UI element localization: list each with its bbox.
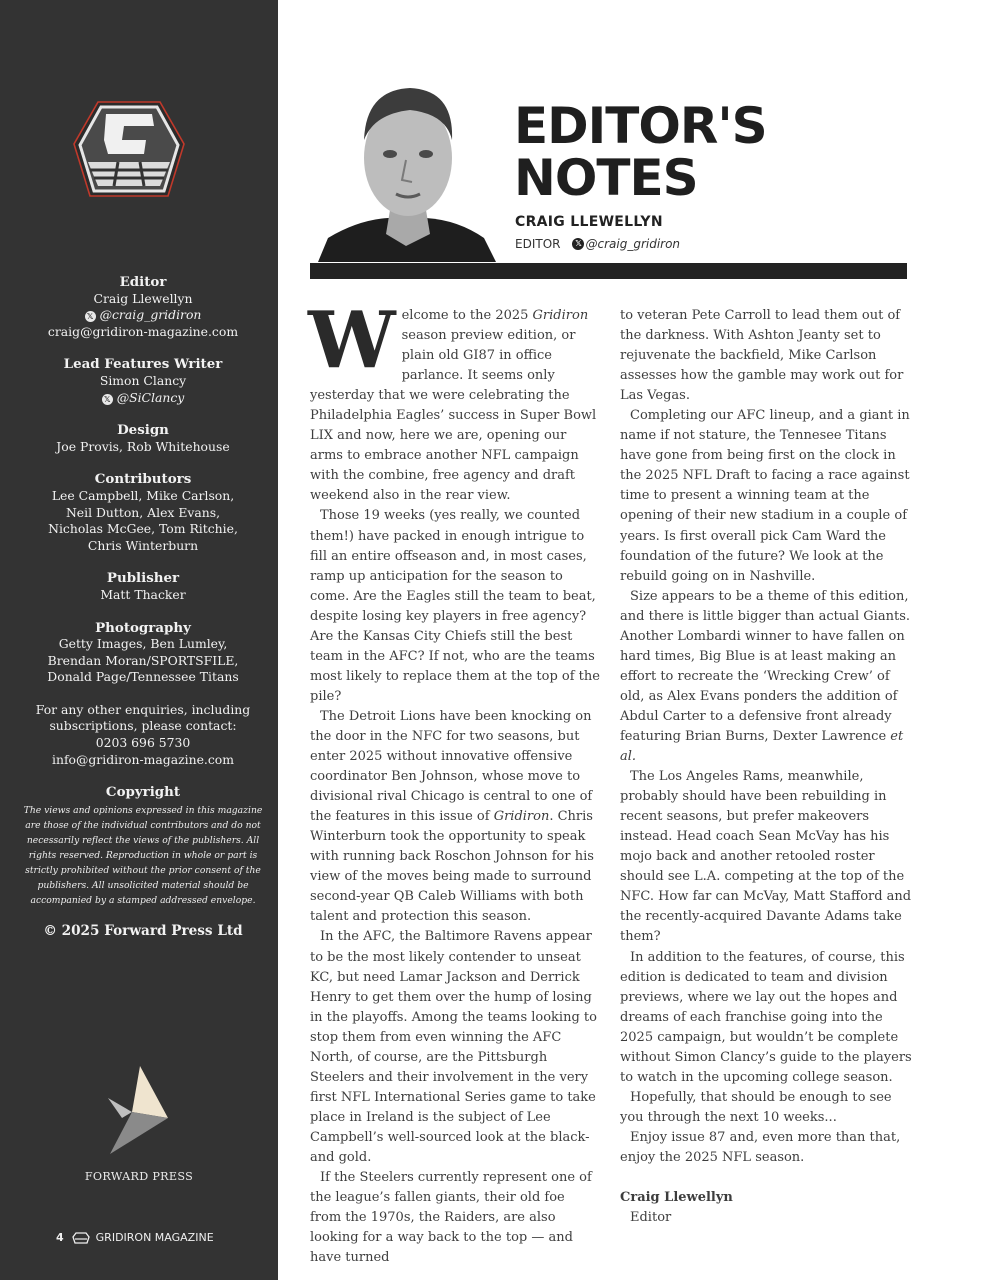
author-handle: @craig_gridiron [585, 237, 681, 251]
credit-name: Brendan Moran/SPORTSFILE, [47, 652, 239, 668]
credit-handle [14, 390, 272, 407]
credit-name: Getty Images, Ben Lumley, [58, 636, 228, 652]
copyright-line: © 2025 Forward Press Ltd [43, 922, 243, 939]
italic-text: et al. [620, 728, 904, 765]
editor-portrait [318, 70, 496, 262]
credit-handle [14, 307, 272, 324]
text-run: The Los Angeles Rams, meanwhile, probably should have been rebuilding in recent seasons, but prefer makeovers instead. Head coach Sean McVay has his mojo back and another retooled roster should see L.A. competing at the top of the NFC. How far can McVay, Matt Stafford and the recently-acquired Davante Adams take them? [620, 769, 912, 945]
magazine-name: GRIDIRON MAGAZINE [95, 1231, 214, 1244]
credit-email: craig@gridiron-magazine.com [47, 323, 239, 339]
enquiries [14, 702, 272, 768]
copyright-text: The views and opinions expressed in this magazine are those of the individual contributors and do not necessarily reflect the views of the publishers. All rights reserved. Reproduction in whole or part is strictly prohibited without the prior consent of the publishers. All unsolicited material should be accompanied by a stamped addressed envelope. [23, 804, 263, 907]
article-paragraph [310, 927, 600, 1168]
credit-editor [14, 274, 272, 340]
credits-block [14, 274, 272, 955]
text-run: If the Steelers currently represent one of the league’s fallen giants, their old foe from the 1970s, the Raiders, are also looking for a way back to the top — and have turned [310, 1170, 592, 1266]
text-run: elcome to the 2025 [401, 308, 533, 323]
credit-name: Simon Clancy [99, 372, 187, 388]
credit-name: Donald Page/Tennessee Titans [47, 669, 239, 685]
sidebar [0, 0, 278, 1280]
article-paragraph [620, 587, 912, 767]
enquiries-line: For any other enquiries, including [35, 701, 251, 717]
text-run: In addition to the features, of course, this edition is dedicated to team and division previews, where we lay out the hopes and dreams of each franchise going into the 2025 campaign, but wouldn’t be complete without Simon Clancy’s guide to the players to watch in the upcoming college season. [620, 949, 912, 1085]
text-run: Those 19 weeks (yes really, we counted them!) have packed in enough intrigue to fill an entire offseason and, in most cases, ramp up anticipation for the season to come. Are the Eagles still the team to beat, despite losing key players in free agency? Are the Kansas City Chiefs still the best team in the AFC? If not, who are the teams most likely to replace them at the top of the pile? [310, 508, 600, 704]
credit-name: Chris Winterburn [87, 537, 199, 553]
credit-heading: Design [117, 422, 169, 439]
article-paragraph [620, 948, 912, 1088]
enquiries-phone: 0203 696 5730 [95, 735, 191, 751]
credit-heading: Photography [95, 619, 191, 636]
italic-text: Gridiron [493, 809, 550, 825]
credit-heading: Publisher [106, 570, 180, 587]
credit-name: Joe Provis, Rob Whitehouse [56, 438, 230, 454]
article-paragraph [308, 295, 600, 506]
gridiron-helmet-logo [68, 92, 190, 214]
x-logo-icon: 𝕏 [85, 311, 96, 322]
page-title [514, 97, 767, 207]
article-paragraph [620, 1088, 912, 1128]
signature-name: Craig Llewellyn [620, 1190, 733, 1206]
credit-heading: Editor [119, 274, 167, 290]
article-paragraph [620, 767, 912, 947]
article-paragraph [310, 707, 600, 928]
author-role [515, 237, 680, 251]
credit-lead-writer [14, 356, 272, 406]
page-number: 4 [56, 1231, 64, 1244]
article-paragraph [310, 506, 600, 706]
gridiron-mini-logo-icon [72, 1232, 90, 1244]
text-run: The Detroit Lions have been knocking on the door in the NFC for two seasons, but enter 2025 without innovative offensive coordinator Ben Johnson, whose move to divisional rival Chicago is central to one of the features in this issue of [310, 708, 593, 825]
text-run: Size appears to be a theme of this edition, and there is little bigger than actual Giants. Another Lombardi winner to have fallen on hard times, Big Blue is at least making an effort to recreate the ‘Wrecking Crew’ of old, as Alex Evans ponders the addition of Abdul Carter to a defensive front already featuring Brian Burns, Dexter Lawrence [620, 588, 910, 744]
author-name: CRAIG LLEWELLYN [515, 214, 663, 230]
forward-press-logo [102, 1060, 176, 1160]
x-logo-icon: 𝕏 [572, 238, 584, 250]
credit-publisher [14, 570, 272, 603]
text-run: to veteran Pete Carroll to lead them out of the darkness. With Ashton Jeanty set to rejuvenate the backfield, Mike Carlson assesses how the gamble may work out for Las Vegas. [620, 308, 904, 404]
title-line-2: NOTES [514, 149, 698, 207]
article-column-2 [620, 306, 912, 1228]
copyright-heading: Copyright [105, 784, 181, 801]
enquiries-email: info@gridiron-magazine.com [52, 751, 234, 767]
credit-photography [14, 620, 272, 686]
text-run: Enjoy issue 87 and, even more than that, enjoy the 2025 NFL season. [620, 1129, 901, 1165]
handle-text: @SiClancy [116, 389, 185, 405]
header-rule [310, 263, 907, 279]
credit-design [14, 422, 272, 455]
credit-name: Lee Campbell, Mike Carlson, [51, 487, 235, 503]
credit-name: Craig Llewellyn [93, 290, 193, 306]
credit-name: Matt Thacker [100, 586, 186, 602]
credit-contributors [14, 471, 272, 554]
text-run: Completing our AFC lineup, and a giant in name if not stature, the Tennesee Titans have gone from being first on the clock in the 2025 NFL Draft to facing a race against time to present a winning team at the opening of their new stadium in a couple of years. Is first overall pick Cam Ward the foundation of the future? We look at the rebuild going on in Nashville. [620, 408, 910, 584]
signature-role: Editor [630, 1210, 672, 1226]
title-line-1: EDITOR'S [514, 97, 767, 155]
page-footer [56, 1231, 214, 1244]
publisher-label: FORWARD PRESS [84, 1170, 194, 1183]
text-run: season preview edition, or plain old GI87 in office parlance. It seems only yesterday that we were celebrating the Philadelphia Eagles’ success in Super Bowl LIX and now, here we are, opening our arms to embrace another NFL campaign with the combine, free agency and draft weekend also in the rear view. [310, 328, 597, 504]
credit-heading: Lead Features Writer [63, 356, 223, 373]
handle-text: @craig_gridiron [99, 307, 202, 323]
credit-name: Neil Dutton, Alex Evans, [65, 504, 221, 520]
article-column-1 [308, 295, 600, 1268]
copyright-section [14, 784, 272, 939]
credit-name: Nicholas McGee, Tom Ritchie, [48, 521, 238, 537]
article-paragraph [310, 1168, 600, 1268]
italic-text: Gridiron [532, 308, 589, 323]
drop-cap: W [308, 295, 396, 386]
text-run: Hopefully, that should be enough to see you through the next 10 weeks... [620, 1089, 892, 1125]
role-text: EDITOR [515, 237, 561, 251]
text-run: In the AFC, the Baltimore Ravens appear to be the most likely contender to unseat KC, but need Lamar Jackson and Derrick Henry to get them over the hump of losing in the playoffs. Among the teams looking to stop them from even winning the AFC North, of course, are the Pittsburgh Steelers and their involvement in the very first NFL International Series game to take place in Ireland is the subject of Lee Campbell’s well-sourced look at the black-and gold. [310, 929, 597, 1165]
article-paragraph [620, 1128, 912, 1168]
credit-heading: Contributors [94, 471, 192, 488]
article-paragraph [620, 306, 912, 406]
text-run: . Chris Winterburn took the opportunity to speak with running back Roschon Johnson for his view of the moves being made to surround second-year QB Caleb Williams with both talent and protection this season. [310, 809, 594, 925]
x-logo-icon: 𝕏 [102, 394, 113, 405]
enquiries-line: subscriptions, please contact: [49, 718, 237, 734]
article-paragraph [620, 406, 912, 586]
